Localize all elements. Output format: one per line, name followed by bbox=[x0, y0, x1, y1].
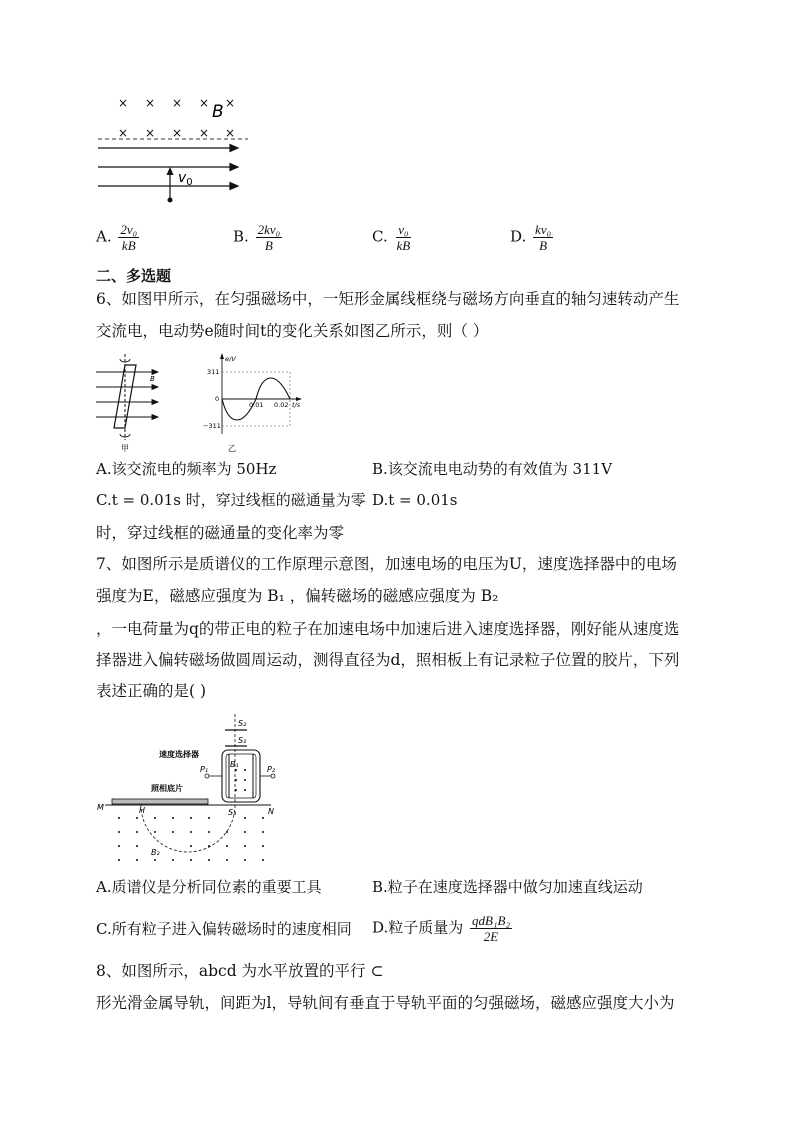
option-fraction bbox=[118, 222, 139, 253]
q7-line-2: 强度为E，磁感应强度为 B₁ ，偏转磁场的磁感应强度为 B₂ bbox=[96, 587, 499, 605]
fraction-denominator: kB bbox=[121, 238, 136, 253]
option-d-prefix: D.粒子质量为 bbox=[372, 918, 464, 937]
svg-text:S₂: S₂ bbox=[238, 719, 247, 728]
fraction-denominator: B bbox=[539, 238, 548, 253]
svg-text:e/V: e/V bbox=[225, 355, 236, 363]
svg-text:×: × bbox=[225, 96, 236, 110]
q6-option-a: A.该交流电的频率为 50Hz bbox=[96, 460, 277, 478]
svg-text:×: × bbox=[145, 96, 156, 110]
fraction-numerator: 2kv₀ bbox=[257, 222, 281, 237]
field-lines bbox=[98, 145, 238, 190]
svg-text:S₃: S₃ bbox=[228, 808, 237, 817]
fraction-numerator: 2v₀ bbox=[120, 222, 138, 237]
svg-text:0: 0 bbox=[215, 395, 220, 403]
fraction-numerator: qdB₁B₂ bbox=[472, 913, 510, 928]
photographic-plate bbox=[112, 799, 208, 804]
q7-option-d bbox=[372, 913, 512, 944]
svg-text:P₁: P₁ bbox=[200, 765, 209, 774]
option-fraction bbox=[256, 222, 283, 253]
svg-text:H: H bbox=[139, 806, 146, 815]
fraction-numerator: kv₀ bbox=[535, 222, 552, 237]
svg-text:M: M bbox=[97, 803, 104, 812]
q7-mass-spectrometer-figure bbox=[95, 712, 285, 868]
figure-label-yi: 乙 bbox=[228, 444, 236, 453]
figure-label-jia: 甲 bbox=[121, 444, 129, 453]
q6-option-b: B.该交流电电动势的有效值为 311V bbox=[372, 460, 613, 478]
svg-text:×: × bbox=[199, 126, 210, 140]
q5-option-c bbox=[372, 222, 412, 253]
section-heading: 二、多选题 bbox=[96, 267, 172, 285]
q6-figure-jia bbox=[92, 350, 167, 455]
q5-figure bbox=[90, 92, 260, 207]
option-letter: B. bbox=[233, 227, 249, 246]
svg-text:S₂: S₂ bbox=[238, 736, 247, 745]
svg-text:−311: −311 bbox=[203, 422, 221, 430]
option-letter: A. bbox=[96, 227, 112, 246]
q7-line-4: 择器进入偏转磁场做圆周运动，测得直径为d，照相板上有记录粒子位置的胶片，下列 bbox=[96, 651, 680, 669]
deflection-field-dots bbox=[118, 817, 264, 861]
svg-text:311: 311 bbox=[207, 368, 220, 376]
svg-text:×: × bbox=[199, 96, 210, 110]
svg-text:B₂: B₂ bbox=[151, 848, 160, 857]
svg-text:速度选择器: 速度选择器 bbox=[159, 750, 199, 759]
svg-text:照相底片: 照相底片 bbox=[151, 784, 183, 793]
q7-line-5: 表述正确的是( ) bbox=[96, 682, 207, 700]
fraction-denominator: B bbox=[264, 238, 273, 253]
q7-option-b: B.粒子在速度选择器中做匀加速直线运动 bbox=[372, 878, 643, 896]
q8-line-1: 8、如图所示，abcd 为水平放置的平行 ⊂ bbox=[96, 962, 384, 980]
particle-dot bbox=[168, 198, 173, 203]
svg-text:N: N bbox=[268, 807, 274, 816]
q7-line-1: 7、如图所示是质谱仪的工作原理示意图，加速电场的电压为U，速度选择器中的电场 bbox=[96, 555, 677, 573]
velocity-selector bbox=[222, 750, 260, 802]
q6-option-d: D.t = 0.01s bbox=[372, 491, 458, 509]
q6-option-c: C.t = 0.01s 时，穿过线框的磁通量为零 bbox=[96, 491, 366, 509]
svg-text:×: × bbox=[172, 126, 183, 140]
q8-line-2: 形光滑金属导轨，间距为l，导轨间有垂直于导轨平面的匀强磁场，磁感应强度大小为 bbox=[96, 994, 675, 1012]
svg-text:t/s: t/s bbox=[292, 401, 301, 409]
svg-text:×: × bbox=[118, 96, 129, 110]
q6-figure-yi-graph bbox=[202, 352, 312, 456]
q7-line-3: ，一电荷量为q的带正电的粒子在加速电场中加速后进入速度选择器，刚好能从速度选 bbox=[96, 620, 680, 638]
option-letter: C. bbox=[372, 227, 388, 246]
particle-trajectory bbox=[141, 805, 235, 852]
svg-text:×: × bbox=[172, 96, 183, 110]
q7-option-c: C.所有粒子进入偏转磁场时的速度相同 bbox=[96, 920, 352, 938]
q6-line-2: 交流电，电动势e随时间t的变化关系如图乙所示，则（ ） bbox=[96, 322, 489, 340]
fraction-denominator: 2E bbox=[483, 929, 499, 944]
option-letter: D. bbox=[510, 227, 527, 246]
option-fraction bbox=[395, 222, 413, 253]
fraction-denominator: kB bbox=[396, 238, 411, 253]
svg-text:0.02: 0.02 bbox=[274, 401, 289, 409]
velocity-label: $v_0$ bbox=[178, 170, 193, 188]
svg-text:B: B bbox=[150, 375, 155, 383]
q6-line-1: 6、如图甲所示，在匀强磁场中，一矩形金属线框绕与磁场方向垂直的轴匀速转动产生 bbox=[96, 290, 680, 308]
fraction-numerator: v₀ bbox=[398, 222, 409, 237]
svg-text:×: × bbox=[145, 126, 156, 140]
q5-option-b bbox=[233, 222, 282, 253]
svg-text:×: × bbox=[225, 126, 236, 140]
q6-option-d-continued: 时，穿过线框的磁通量的变化率为零 bbox=[96, 524, 345, 542]
svg-text:B₁: B₁ bbox=[230, 760, 239, 769]
svg-text:P₂: P₂ bbox=[267, 765, 276, 774]
b-field-label: B bbox=[212, 102, 224, 122]
q5-option-d bbox=[510, 222, 553, 253]
option-fraction bbox=[533, 222, 553, 253]
svg-text:×: × bbox=[118, 126, 129, 140]
q7-option-a: A.质谱仪是分析同位素的重要工具 bbox=[96, 878, 322, 896]
svg-text:0.01: 0.01 bbox=[249, 401, 264, 409]
q5-option-a bbox=[96, 222, 139, 253]
option-d-fraction bbox=[470, 913, 512, 944]
